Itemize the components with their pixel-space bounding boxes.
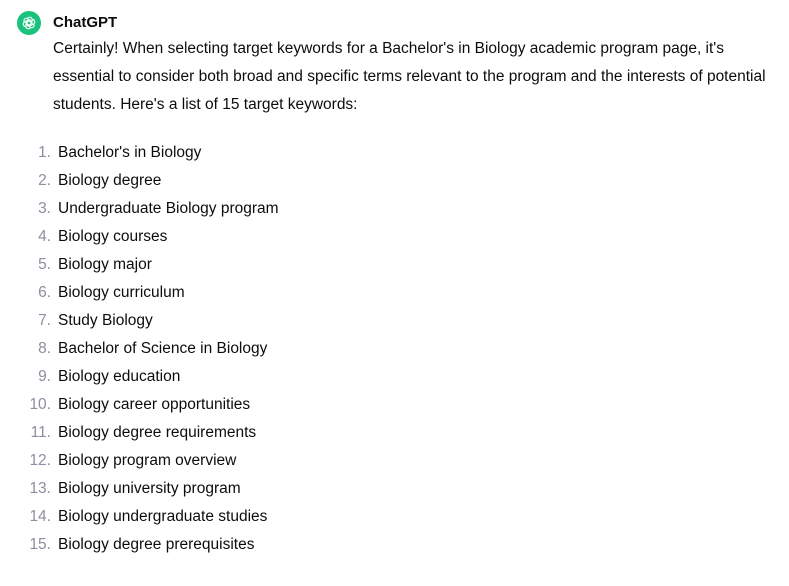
list-item-number: 6. — [38, 284, 51, 301]
list-item-text: Biology degree requirements — [58, 424, 257, 441]
list-item-text: Biology major — [58, 256, 152, 273]
list-item-number: 13. — [29, 480, 51, 497]
list-item-text: Biology undergraduate studies — [58, 508, 268, 525]
list-item-number: 7. — [38, 312, 51, 329]
chatgpt-avatar — [17, 11, 41, 35]
openai-logo-icon — [21, 15, 37, 31]
list-item-number: 5. — [38, 256, 51, 273]
list-item-number: 15. — [29, 536, 51, 553]
list-item-number: 11. — [30, 424, 51, 441]
list-item-text: Biology program overview — [58, 452, 237, 469]
list-item-number: 10. — [29, 396, 51, 413]
list-item-number: 2. — [38, 172, 51, 189]
list-item-text: Bachelor of Science in Biology — [58, 340, 268, 357]
list-item-number: 9. — [38, 368, 51, 385]
list-item-text: Study Biology — [58, 312, 153, 329]
list-item-text: Biology university program — [58, 480, 241, 497]
list-item-number: 14. — [29, 508, 51, 525]
list-item-number: 1. — [38, 144, 51, 161]
list-item-text: Bachelor's in Biology — [58, 144, 202, 161]
author-name: ChatGPT — [53, 14, 118, 31]
list-item-number: 12. — [29, 452, 51, 469]
list-item-number: 4. — [38, 228, 51, 245]
list-item-text: Biology courses — [58, 228, 168, 245]
list-item-number: 3. — [38, 200, 51, 217]
message-intro: Certainly! When selecting target keywords for a Bachelor's in Biology academic program page, it's essential to consider both broad and specific terms relevant to the program and the interests of potential students. Here's a list of 15 target keywords: — [53, 40, 766, 113]
list-item-text: Biology degree — [58, 172, 162, 189]
list-item-text: Undergraduate Biology program — [58, 200, 279, 217]
list-item-number: 8. — [38, 340, 51, 357]
list-item-text: Biology education — [58, 368, 181, 385]
list-item-text: Biology career opportunities — [58, 396, 251, 413]
list-item-text: Biology curriculum — [58, 284, 185, 301]
list-item-text: Biology degree prerequisites — [58, 536, 255, 553]
